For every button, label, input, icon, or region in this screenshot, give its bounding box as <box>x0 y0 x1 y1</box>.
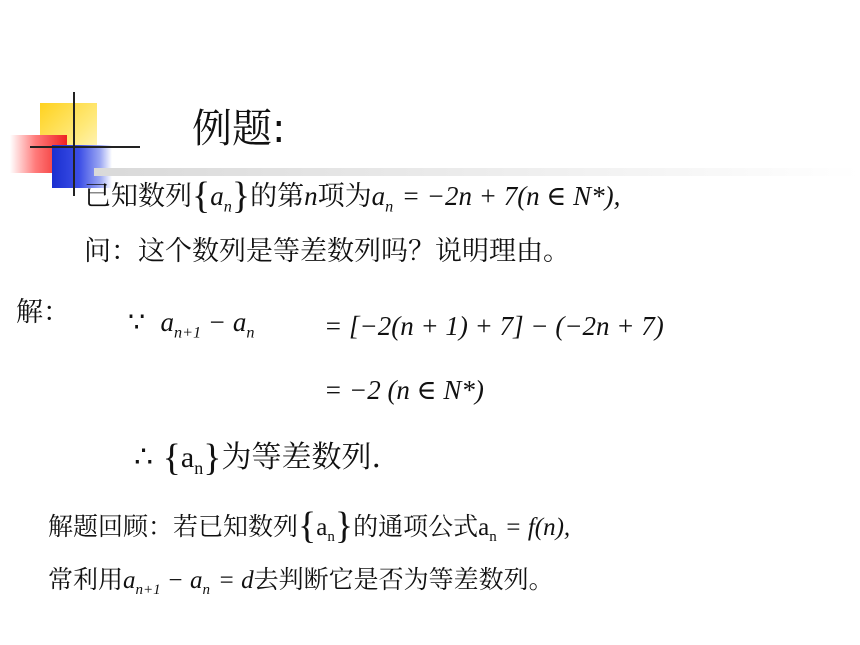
review-line-1 <box>48 505 571 547</box>
problem-text-3: 项为 <box>317 181 372 212</box>
right-brace: } <box>203 437 222 479</box>
left-brace: { <box>162 437 181 479</box>
review-formula-2: = d <box>217 567 254 594</box>
index-n: n <box>304 181 318 211</box>
conclusion-text: 为等差数列. <box>221 440 382 475</box>
solution-lhs <box>128 304 254 341</box>
solution-conclusion <box>134 437 382 479</box>
review-text-1: 解题回顾：若已知数列 <box>48 512 299 541</box>
solution-label: 解： <box>16 297 70 328</box>
step-2-expression: = −2 (n ∈ N*) <box>324 375 484 405</box>
general-term-symbol: $a_n$ <box>478 514 497 545</box>
review-text-4: 去判断它是否为等差数列。 <box>253 565 554 594</box>
sequence-symbol: $a_n$ <box>210 181 232 216</box>
page-title: 例题: <box>192 106 286 152</box>
sequence-symbol: $a_n$ <box>180 441 204 478</box>
review-text-2: 的通项公式 <box>353 512 479 541</box>
step-1-expression: = [−2(n + 1) + 7] − (−2n + 7) <box>324 311 664 341</box>
review-line-2 <box>48 562 554 599</box>
problem-line-2: 问：这个数列是等差数列吗？说明理由。 <box>84 236 570 267</box>
solution-step-2 <box>324 372 484 409</box>
review-formula-1: = f(n), <box>504 514 571 541</box>
general-term-formula: = −2n + 7(n ∈ N*), <box>401 181 621 211</box>
solution-step-1 <box>324 308 664 345</box>
general-term-symbol: $a_n$ <box>371 181 394 216</box>
problem-text-2: 的第 <box>250 181 305 212</box>
sequence-symbol: $a_n$ <box>316 514 335 545</box>
right-brace: } <box>231 175 251 217</box>
right-brace: } <box>334 505 354 547</box>
left-brace: { <box>192 175 211 217</box>
horizontal-line-decoration <box>30 146 140 148</box>
vertical-line-decoration <box>73 92 75 196</box>
left-brace: { <box>298 505 317 547</box>
problem-text-1: 已知数列 <box>84 181 192 212</box>
review-text-3: 常利用 <box>48 565 124 594</box>
lhs-difference: $a_{n+1} - a_n$ <box>153 307 255 342</box>
problem-line-1 <box>84 175 621 217</box>
therefore-symbol: ∴ <box>134 441 154 474</box>
because-symbol: ∵ <box>128 307 146 337</box>
difference-expression: $a_{n+1} - a_n$ <box>123 567 211 598</box>
